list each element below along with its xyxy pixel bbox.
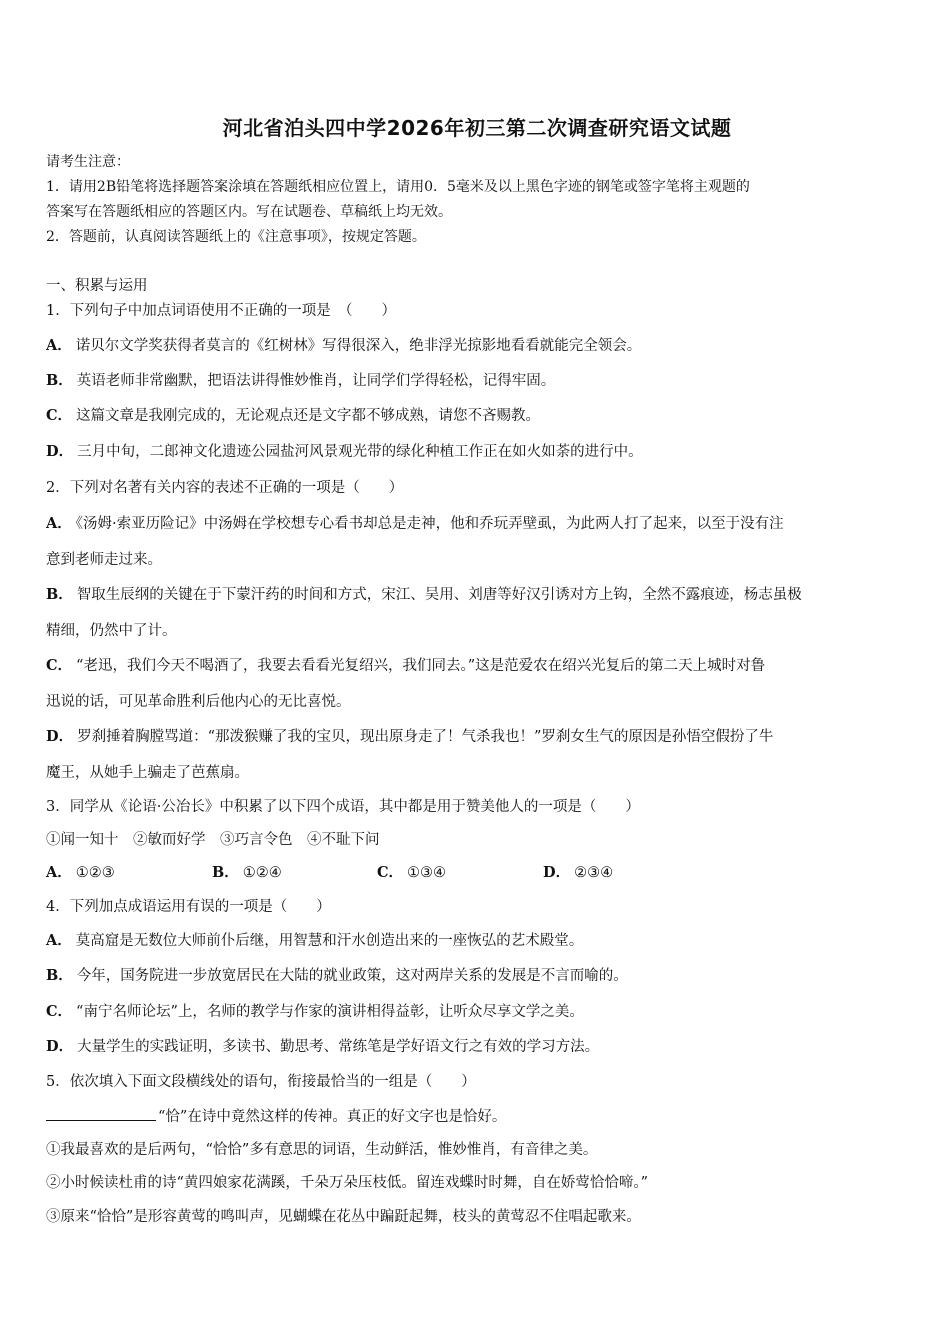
q1-option-b xyxy=(46,371,555,391)
option-label: D． xyxy=(46,443,74,460)
option-text: 罗刹捶着胸膛骂道：“那泼猴赚了我的宝贝，现出原身走了！气杀我也！”罗刹女生气的原因是孙悟空假扮了牛 xyxy=(77,729,774,745)
q4-stem: 4．下列加点成语运用有误的一项是（ ） xyxy=(46,899,331,915)
q2-option-c xyxy=(46,656,765,676)
page-title: 河北省泊头四中学2026年初三第二次调查研究语文试题 xyxy=(222,116,732,140)
q2-option-b xyxy=(46,585,802,605)
option-label: D． xyxy=(46,1038,74,1055)
notice-line-2: 2．答题前，认真阅读答题纸上的《注意事项》，按规定答题。 xyxy=(46,229,426,245)
option-text: 诺贝尔文学奖获得者莫言的《红树林》写得很深入，绝非浮光掠影地看看就能完全领会。 xyxy=(75,338,642,354)
notice-heading: 请考生注意： xyxy=(46,154,130,170)
option-label: A． xyxy=(46,864,72,881)
q3-stem: 3．同学从《论语·公冶长》中积累了以下四个成语，其中都是用于赞美他人的一项是（ ） xyxy=(46,799,640,815)
q2-option-c-cont: 迅说的话，可见革命胜利后他内心的无比喜悦。 xyxy=(46,694,351,710)
option-label: B． xyxy=(46,372,73,389)
q3-items: ①闻一知十 ②敏而好学 ③巧言令色 ④不耻下问 xyxy=(46,832,380,848)
q5-blank-text: “恰”在诗中竟然这样的传神。真正的好文字也是恰好。 xyxy=(158,1109,507,1125)
option-text: 今年，国务院进一步放宽居民在大陆的就业政策，这对两岸关系的发展是不言而喻的。 xyxy=(76,968,628,984)
option-label: B． xyxy=(46,967,73,984)
option-text: “南宁名师论坛”上，名师的教学与作家的演讲相得益彰，让听众尽享文学之美。 xyxy=(76,1004,584,1020)
option-text: ②③④ xyxy=(574,865,614,881)
q3-choices xyxy=(46,863,613,883)
q2-option-a xyxy=(46,514,784,534)
section-heading: 一、积累与运用 xyxy=(46,278,148,294)
q4-option-b xyxy=(46,966,628,986)
option-text: 这篇文章是我刚完成的，无论观点还是文字都不够成熟，请您不吝赐教。 xyxy=(76,408,541,424)
notice-line-1a: 1．请用2B铅笔将选择题答案涂填在答题纸相应位置上，请用0．5毫米及以上黑色字迹的钢笔或签字笔将主观题的 xyxy=(46,179,750,195)
q4-option-a xyxy=(46,931,583,951)
q3-choice-d xyxy=(543,863,613,883)
q1-option-a xyxy=(46,336,641,356)
q4-option-c xyxy=(46,1002,584,1022)
q1-option-c xyxy=(46,406,540,426)
option-label: A． xyxy=(46,337,72,354)
q3-choice-b xyxy=(212,863,377,883)
q5-sentence-2: ②小时候读杜甫的诗“黄四娘家花满蹊，千朵万朵压枝低。留连戏蝶时时舞，自在娇莺恰恰啼。” xyxy=(46,1175,649,1191)
q5-sentence-3: ③原来“恰恰”是形容黄莺的鸣叫声，见蝴蝶在花丛中蹁跹起舞，枝头的黄莺忍不住唱起歌来。 xyxy=(46,1209,641,1225)
option-label: B． xyxy=(212,864,239,881)
option-label: A． xyxy=(46,932,72,949)
option-text: ①③④ xyxy=(407,865,447,881)
option-text: 三月中旬，二郎神文化遗迹公园盐河风景观光带的绿化种植工作正在如火如荼的进行中。 xyxy=(77,444,643,460)
option-label: D． xyxy=(46,728,74,745)
option-label: C． xyxy=(377,864,404,881)
option-text: 智取生辰纲的关键在于下蒙汗药的时间和方式，宋江、吴用、刘唐等好汉引诱对方上钩，全然不露痕迹，杨志虽极 xyxy=(76,587,802,603)
q3-choice-a xyxy=(46,863,212,883)
option-text: “老迅，我们今天不喝酒了，我要去看看光复绍兴，我们同去。”这是范爱农在绍兴光复后的第二天上城时对鲁 xyxy=(76,658,766,674)
q5-sentence-1: ①我最喜欢的是后两句，“恰恰”多有意思的词语，生动鲜活，惟妙惟肖，有音律之美。 xyxy=(46,1142,598,1158)
fill-blank[interactable] xyxy=(46,1106,156,1121)
notice-line-1b: 答案写在答题纸相应的答题区内。写在试题卷、草稿纸上均无效。 xyxy=(46,204,452,220)
option-text: 英语老师非常幽默，把语法讲得惟妙惟肖，让同学们学得轻松，记得牢固。 xyxy=(76,373,556,389)
option-text: 莫高窟是无数位大师前仆后继，用智慧和汗水创造出来的一座恢弘的艺术殿堂。 xyxy=(75,933,584,949)
option-text: 大量学生的实践证明，多读书、勤思考、常练笔是学好语文行之有效的学习方法。 xyxy=(77,1039,600,1055)
option-label: A． xyxy=(46,515,72,532)
option-label: C． xyxy=(46,1003,73,1020)
q2-option-d-cont: 魔王，从她手上骗走了芭蕉扇。 xyxy=(46,765,249,781)
option-label: B． xyxy=(46,586,73,603)
q1-option-d xyxy=(46,442,643,462)
q2-stem: 2．下列对名著有关内容的表述不正确的一项是（ ） xyxy=(46,480,404,496)
option-label: C． xyxy=(46,657,73,674)
q4-option-d xyxy=(46,1037,599,1057)
q2-option-b-cont: 精细，仍然中了计。 xyxy=(46,623,177,639)
q5-stem: 5．依次填入下面文段横线处的语句，衔接最恰当的一组是（ ） xyxy=(46,1074,476,1090)
option-label: C． xyxy=(46,407,73,424)
q3-choice-c xyxy=(377,863,543,883)
q1-stem: 1．下列句子中加点词语使用不正确的一项是 （ ） xyxy=(46,303,396,319)
option-text: ①②④ xyxy=(242,865,282,881)
q2-option-a-cont: 意到老师走过来。 xyxy=(46,552,162,568)
q5-blank-line xyxy=(46,1106,506,1127)
option-text: ①②③ xyxy=(75,865,115,881)
option-text: 《汤姆·索亚历险记》中汤姆在学校想专心看书却总是走神，他和乔玩弄壁虱，为此两人打了起来，以至于没有注 xyxy=(75,516,784,532)
option-label: D． xyxy=(543,864,571,881)
q2-option-d xyxy=(46,727,773,747)
